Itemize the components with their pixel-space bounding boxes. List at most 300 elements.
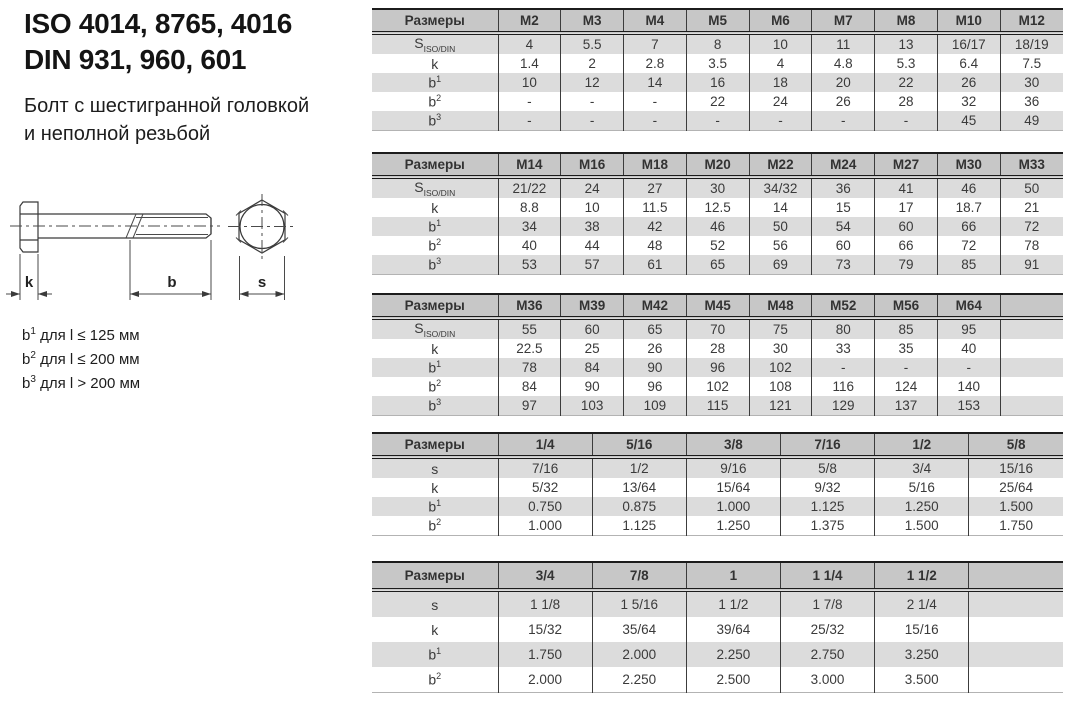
- dimension-value: 60: [561, 318, 624, 339]
- dimension-table-4: [372, 432, 1063, 536]
- dimension-value: 4.8: [812, 54, 875, 73]
- parameter-label: k: [431, 199, 439, 216]
- dimension-value: 7: [624, 33, 687, 54]
- dimension-value: 1.375: [780, 516, 874, 536]
- size-column-header: M18: [624, 153, 687, 177]
- size-column-header: M56: [875, 294, 938, 318]
- parameter-label: $b^2$: [428, 671, 442, 688]
- table-row: [372, 198, 1063, 217]
- table-row: [372, 318, 1063, 339]
- size-column-header: 5/8: [969, 433, 1063, 457]
- dimension-value: 66: [937, 217, 1000, 236]
- table-row: [372, 590, 1063, 617]
- size-column-header: M52: [812, 294, 875, 318]
- dimension-value: 1 7/8: [780, 590, 874, 617]
- dimension-value: 11: [812, 33, 875, 54]
- size-column-header: M36: [498, 294, 561, 318]
- dimension-value: 46: [937, 177, 1000, 198]
- dimension-value: 60: [875, 217, 938, 236]
- dimension-value: 3.5: [686, 54, 749, 73]
- dimension-value: 85: [875, 318, 938, 339]
- dimension-value: 13: [875, 33, 938, 54]
- dimension-value: 40: [937, 339, 1000, 358]
- table-row: [372, 33, 1063, 54]
- size-column-header: 5/16: [592, 433, 686, 457]
- dimension-value: 11.5: [624, 198, 687, 217]
- dimension-value: 2.8: [624, 54, 687, 73]
- dimension-value: 96: [686, 358, 749, 377]
- size-column-header: M10: [937, 9, 1000, 33]
- table-row: [372, 457, 1063, 478]
- dim-label-s: s: [257, 274, 267, 291]
- parameter-label: $b^1$: [428, 646, 442, 663]
- dimension-value: 16/17: [937, 33, 1000, 54]
- dimension-value: 38: [561, 217, 624, 236]
- dimension-value: 35/64: [592, 617, 686, 642]
- dimension-value: 66: [875, 236, 938, 255]
- table-row: [372, 92, 1063, 111]
- size-column-header: M45: [686, 294, 749, 318]
- size-column-header: [1000, 294, 1063, 318]
- dimension-value: 116: [812, 377, 875, 396]
- dimension-value: 34/32: [749, 177, 812, 198]
- dimension-value: 42: [624, 217, 687, 236]
- dimension-value: 52: [686, 236, 749, 255]
- dimension-value: 7/16: [498, 457, 592, 478]
- table-row: [372, 396, 1063, 416]
- dimension-value: 20: [812, 73, 875, 92]
- footnote-b2: $b^2$ для l ≤ 200 мм: [22, 350, 140, 368]
- product-description: [24, 92, 309, 148]
- table-row: [372, 217, 1063, 236]
- dimension-value: -: [624, 92, 687, 111]
- table-row: [372, 255, 1063, 275]
- dimension-table-1: [372, 8, 1063, 131]
- table-header-row: [372, 562, 1063, 590]
- dim-label-b: b: [167, 274, 177, 291]
- dimension-value: -: [875, 111, 938, 131]
- bolt-technical-drawing: [0, 190, 350, 315]
- dimension-value: 18/19: [1000, 33, 1063, 54]
- dimension-value: 15/16: [875, 617, 969, 642]
- dimension-value: 6.4: [937, 54, 1000, 73]
- parameter-label: $b^1$: [428, 218, 442, 235]
- corner-header: Размеры: [372, 9, 498, 33]
- dimension-value: 65: [686, 255, 749, 275]
- corner-header: Размеры: [372, 433, 498, 457]
- table-row: [372, 177, 1063, 198]
- dimension-value: 17: [875, 198, 938, 217]
- size-column-header: M8: [875, 9, 938, 33]
- dimension-value: [1000, 358, 1063, 377]
- dimension-value: 12: [561, 73, 624, 92]
- table-row: [372, 339, 1063, 358]
- dimension-value: 1.000: [686, 497, 780, 516]
- dimension-value: 48: [624, 236, 687, 255]
- dimension-value: 24: [561, 177, 624, 198]
- dimension-value: 45: [937, 111, 1000, 131]
- corner-header: Размеры: [372, 294, 498, 318]
- dimension-value: 35: [875, 339, 938, 358]
- parameter-label: k: [431, 55, 439, 72]
- size-column-header: M7: [812, 9, 875, 33]
- dimension-value: 69: [749, 255, 812, 275]
- dimension-value: 50: [1000, 177, 1063, 198]
- size-column-header: M12: [1000, 9, 1063, 33]
- dimension-value: 57: [561, 255, 624, 275]
- dimension-value: 3/4: [875, 457, 969, 478]
- table-row: [372, 478, 1063, 497]
- size-column-header: 1 1/4: [780, 562, 874, 590]
- dimension-value: 3.500: [875, 667, 969, 693]
- dimension-value: 70: [686, 318, 749, 339]
- dimension-s: [240, 256, 285, 300]
- parameter-label: k: [431, 340, 439, 357]
- dimension-value: 18.7: [937, 198, 1000, 217]
- dimension-value: 129: [812, 396, 875, 416]
- dimension-value: 15/64: [686, 478, 780, 497]
- corner-header: Размеры: [372, 562, 498, 590]
- size-column-header: 1/4: [498, 433, 592, 457]
- parameter-label: $b^1$: [428, 359, 442, 376]
- dimension-value: 10: [498, 73, 561, 92]
- size-column-header: M20: [686, 153, 749, 177]
- parameter-label: $b^1$: [428, 498, 442, 515]
- dimension-value: -: [875, 358, 938, 377]
- dimension-value: 1 1/2: [686, 590, 780, 617]
- parameter-label: $b^2$: [428, 237, 442, 254]
- dimension-value: 10: [749, 33, 812, 54]
- table-row: [372, 54, 1063, 73]
- dimension-value: 1.250: [686, 516, 780, 536]
- dimension-value: 36: [1000, 92, 1063, 111]
- dimension-value: 1.250: [875, 497, 969, 516]
- size-column-header: [969, 562, 1063, 590]
- dimension-value: 36: [812, 177, 875, 198]
- dimension-value: 32: [937, 92, 1000, 111]
- dimension-value: 30: [686, 177, 749, 198]
- footnote-b3: $b^3$ для l > 200 мм: [22, 374, 141, 392]
- dimension-value: 1.500: [969, 497, 1063, 516]
- dimension-value: 14: [749, 198, 812, 217]
- dimension-value: 2.000: [498, 667, 592, 693]
- dimension-value: 27: [624, 177, 687, 198]
- parameter-label: s: [431, 596, 439, 613]
- dimension-value: 60: [812, 236, 875, 255]
- table-header-row: [372, 153, 1063, 177]
- product-description-line1: Болт с шестигранной головкой: [24, 95, 310, 117]
- dimension-table-3: [372, 293, 1063, 416]
- dimension-value: [969, 590, 1063, 617]
- dimension-value: 95: [937, 318, 1000, 339]
- dim-label-k: k: [24, 274, 34, 291]
- size-column-header: 1: [686, 562, 780, 590]
- dimension-value: 97: [498, 396, 561, 416]
- dimension-value: 41: [875, 177, 938, 198]
- dimension-value: 102: [749, 358, 812, 377]
- dimension-value: 8: [686, 33, 749, 54]
- dimension-value: 78: [498, 358, 561, 377]
- dimension-value: 84: [498, 377, 561, 396]
- dimension-value: 72: [1000, 217, 1063, 236]
- dimension-value: 75: [749, 318, 812, 339]
- size-column-header: M6: [749, 9, 812, 33]
- dimension-value: 12.5: [686, 198, 749, 217]
- dimension-value: -: [812, 111, 875, 131]
- dimension-value: 15: [812, 198, 875, 217]
- dimension-value: [1000, 339, 1063, 358]
- dimension-value: -: [749, 111, 812, 131]
- parameter-label: $S_{ISO/DIN}$: [414, 320, 456, 339]
- size-column-header: 7/8: [592, 562, 686, 590]
- dimension-b: [130, 240, 211, 300]
- size-column-header: M4: [624, 9, 687, 33]
- parameter-label: $b^2$: [428, 517, 442, 534]
- table-row: [372, 617, 1063, 642]
- dimension-value: 2.250: [592, 667, 686, 693]
- dimension-value: [1000, 318, 1063, 339]
- corner-header: Размеры: [372, 153, 498, 177]
- table-header-row: [372, 433, 1063, 457]
- dimension-value: 8.8: [498, 198, 561, 217]
- dimension-value: 102: [686, 377, 749, 396]
- dimension-value: 137: [875, 396, 938, 416]
- parameter-label: $b^1$: [428, 74, 442, 91]
- dimension-table-2: [372, 152, 1063, 275]
- size-column-header: M39: [561, 294, 624, 318]
- dimension-value: 30: [749, 339, 812, 358]
- dimension-value: 4: [498, 33, 561, 54]
- table-row: [372, 497, 1063, 516]
- dimension-value: [969, 667, 1063, 693]
- parameter-label: $b^3$: [428, 112, 442, 129]
- parameter-label: s: [431, 460, 439, 477]
- size-column-header: M2: [498, 9, 561, 33]
- dimension-value: 1.750: [498, 642, 592, 667]
- dimension-value: 96: [624, 377, 687, 396]
- dimension-value: 0.750: [498, 497, 592, 516]
- size-column-header: 1/2: [875, 433, 969, 457]
- dimension-value: 26: [624, 339, 687, 358]
- dimension-value: 15/32: [498, 617, 592, 642]
- dimension-value: 2.500: [686, 667, 780, 693]
- dimension-value: 46: [686, 217, 749, 236]
- dimension-value: 18: [749, 73, 812, 92]
- dimension-value: 5.5: [561, 33, 624, 54]
- dimension-value: 2.000: [592, 642, 686, 667]
- dimension-value: 61: [624, 255, 687, 275]
- dimension-value: 53: [498, 255, 561, 275]
- dimension-value: 140: [937, 377, 1000, 396]
- dimension-value: 10: [561, 198, 624, 217]
- dimension-value: 25/32: [780, 617, 874, 642]
- size-column-header: M27: [875, 153, 938, 177]
- dimension-value: [969, 617, 1063, 642]
- dimension-value: 15/16: [969, 457, 1063, 478]
- size-column-header: M33: [1000, 153, 1063, 177]
- dimension-value: 90: [624, 358, 687, 377]
- dimension-value: 1.125: [780, 497, 874, 516]
- left-panel: [0, 0, 372, 720]
- dimension-value: 50: [749, 217, 812, 236]
- dimension-value: 7.5: [1000, 54, 1063, 73]
- dimension-value: 4: [749, 54, 812, 73]
- dimension-value: 2.750: [780, 642, 874, 667]
- table-header-row: [372, 9, 1063, 33]
- dimension-value: 44: [561, 236, 624, 255]
- dimension-value: 34: [498, 217, 561, 236]
- size-column-header: 1 1/2: [875, 562, 969, 590]
- dimension-value: 26: [812, 92, 875, 111]
- parameter-label: k: [431, 621, 439, 638]
- dimension-value: [1000, 377, 1063, 396]
- dimension-value: 1.000: [498, 516, 592, 536]
- table-row: [372, 642, 1063, 667]
- dimension-value: 24: [749, 92, 812, 111]
- dimension-value: 22.5: [498, 339, 561, 358]
- dimension-value: 9/32: [780, 478, 874, 497]
- table-header-row: [372, 294, 1063, 318]
- parameter-label: $b^3$: [428, 256, 442, 273]
- table-row: [372, 111, 1063, 131]
- dimension-value: 5.3: [875, 54, 938, 73]
- dimension-value: 2: [561, 54, 624, 73]
- dimension-value: 3.250: [875, 642, 969, 667]
- dimension-value: 0.875: [592, 497, 686, 516]
- dimension-value: 25: [561, 339, 624, 358]
- dimension-value: 1.750: [969, 516, 1063, 536]
- dimension-value: 30: [1000, 73, 1063, 92]
- parameter-label: $b^3$: [428, 397, 442, 414]
- dimension-value: -: [937, 358, 1000, 377]
- size-column-header: M22: [749, 153, 812, 177]
- table-row: [372, 667, 1063, 693]
- dimension-value: 5/16: [875, 478, 969, 497]
- size-column-header: 3/4: [498, 562, 592, 590]
- size-column-header: M16: [561, 153, 624, 177]
- dimension-value: 5/32: [498, 478, 592, 497]
- dimension-value: 79: [875, 255, 938, 275]
- footnote-b1: $b^1$ для l ≤ 125 мм: [22, 326, 140, 344]
- dimension-value: 153: [937, 396, 1000, 416]
- dimension-value: [1000, 396, 1063, 416]
- table-row: [372, 236, 1063, 255]
- dimension-k: [6, 254, 52, 300]
- size-column-header: M48: [749, 294, 812, 318]
- size-column-header: M64: [937, 294, 1000, 318]
- dimension-value: 103: [561, 396, 624, 416]
- size-column-header: M5: [686, 9, 749, 33]
- dimension-value: -: [812, 358, 875, 377]
- dimension-value: -: [561, 92, 624, 111]
- dimension-value: 124: [875, 377, 938, 396]
- dimension-value: 1 1/8: [498, 590, 592, 617]
- parameter-label: $S_{ISO/DIN}$: [414, 35, 456, 54]
- table-row: [372, 73, 1063, 92]
- size-column-header: M3: [561, 9, 624, 33]
- dimension-value: -: [498, 111, 561, 131]
- dimension-value: 21/22: [498, 177, 561, 198]
- dimension-value: 1 5/16: [592, 590, 686, 617]
- dimension-value: 1.500: [875, 516, 969, 536]
- dimension-value: 16: [686, 73, 749, 92]
- dimension-value: 73: [812, 255, 875, 275]
- dimension-value: 108: [749, 377, 812, 396]
- dimension-value: 65: [624, 318, 687, 339]
- dimension-value: 21: [1000, 198, 1063, 217]
- dimension-value: 25/64: [969, 478, 1063, 497]
- size-column-header: M42: [624, 294, 687, 318]
- parameter-label: k: [431, 479, 439, 496]
- dimension-value: 1.4: [498, 54, 561, 73]
- dimension-value: 54: [812, 217, 875, 236]
- dimension-value: 28: [875, 92, 938, 111]
- dimension-value: 1.125: [592, 516, 686, 536]
- dimension-value: 33: [812, 339, 875, 358]
- dimension-value: 85: [937, 255, 1000, 275]
- dimension-value: 22: [875, 73, 938, 92]
- dimension-value: 9/16: [686, 457, 780, 478]
- dimension-value: 3.000: [780, 667, 874, 693]
- footnotes-block: [22, 322, 140, 394]
- dimension-value: 84: [561, 358, 624, 377]
- dimension-value: 56: [749, 236, 812, 255]
- parameter-label: $b^2$: [428, 378, 442, 395]
- iso-standards-title: ISO 4014, 8765, 4016: [24, 8, 292, 39]
- tables-region: [372, 0, 1063, 693]
- title-block: [24, 6, 292, 78]
- parameter-label: $b^2$: [428, 93, 442, 110]
- dimension-value: 1/2: [592, 457, 686, 478]
- bolt-end-view: [228, 194, 296, 259]
- table-row: [372, 516, 1063, 536]
- dimension-value: 40: [498, 236, 561, 255]
- dimension-value: 121: [749, 396, 812, 416]
- dimension-value: 26: [937, 73, 1000, 92]
- bolt-side-view: [10, 202, 220, 252]
- dimension-value: 13/64: [592, 478, 686, 497]
- dimension-value: [969, 642, 1063, 667]
- dimension-value: 109: [624, 396, 687, 416]
- dimension-value: -: [561, 111, 624, 131]
- bolt-drawing-svg: [0, 190, 350, 315]
- dimension-value: -: [624, 111, 687, 131]
- dimension-value: 78: [1000, 236, 1063, 255]
- dimension-value: 2.250: [686, 642, 780, 667]
- dimension-value: 49: [1000, 111, 1063, 131]
- dimension-value: 115: [686, 396, 749, 416]
- size-column-header: 3/8: [686, 433, 780, 457]
- dimension-table-5: [372, 561, 1063, 693]
- dimension-value: 90: [561, 377, 624, 396]
- table-row: [372, 377, 1063, 396]
- dimension-value: 39/64: [686, 617, 780, 642]
- din-standards-title: DIN 931, 960, 601: [24, 44, 247, 75]
- size-column-header: M14: [498, 153, 561, 177]
- dimension-value: 91: [1000, 255, 1063, 275]
- dimension-value: 2 1/4: [875, 590, 969, 617]
- size-column-header: M30: [937, 153, 1000, 177]
- dimension-value: 80: [812, 318, 875, 339]
- dimension-value: 14: [624, 73, 687, 92]
- size-column-header: 7/16: [780, 433, 874, 457]
- dimension-value: 28: [686, 339, 749, 358]
- dimension-value: 72: [937, 236, 1000, 255]
- dimension-value: 55: [498, 318, 561, 339]
- dimension-value: 22: [686, 92, 749, 111]
- size-column-header: M24: [812, 153, 875, 177]
- parameter-label: $S_{ISO/DIN}$: [414, 179, 456, 198]
